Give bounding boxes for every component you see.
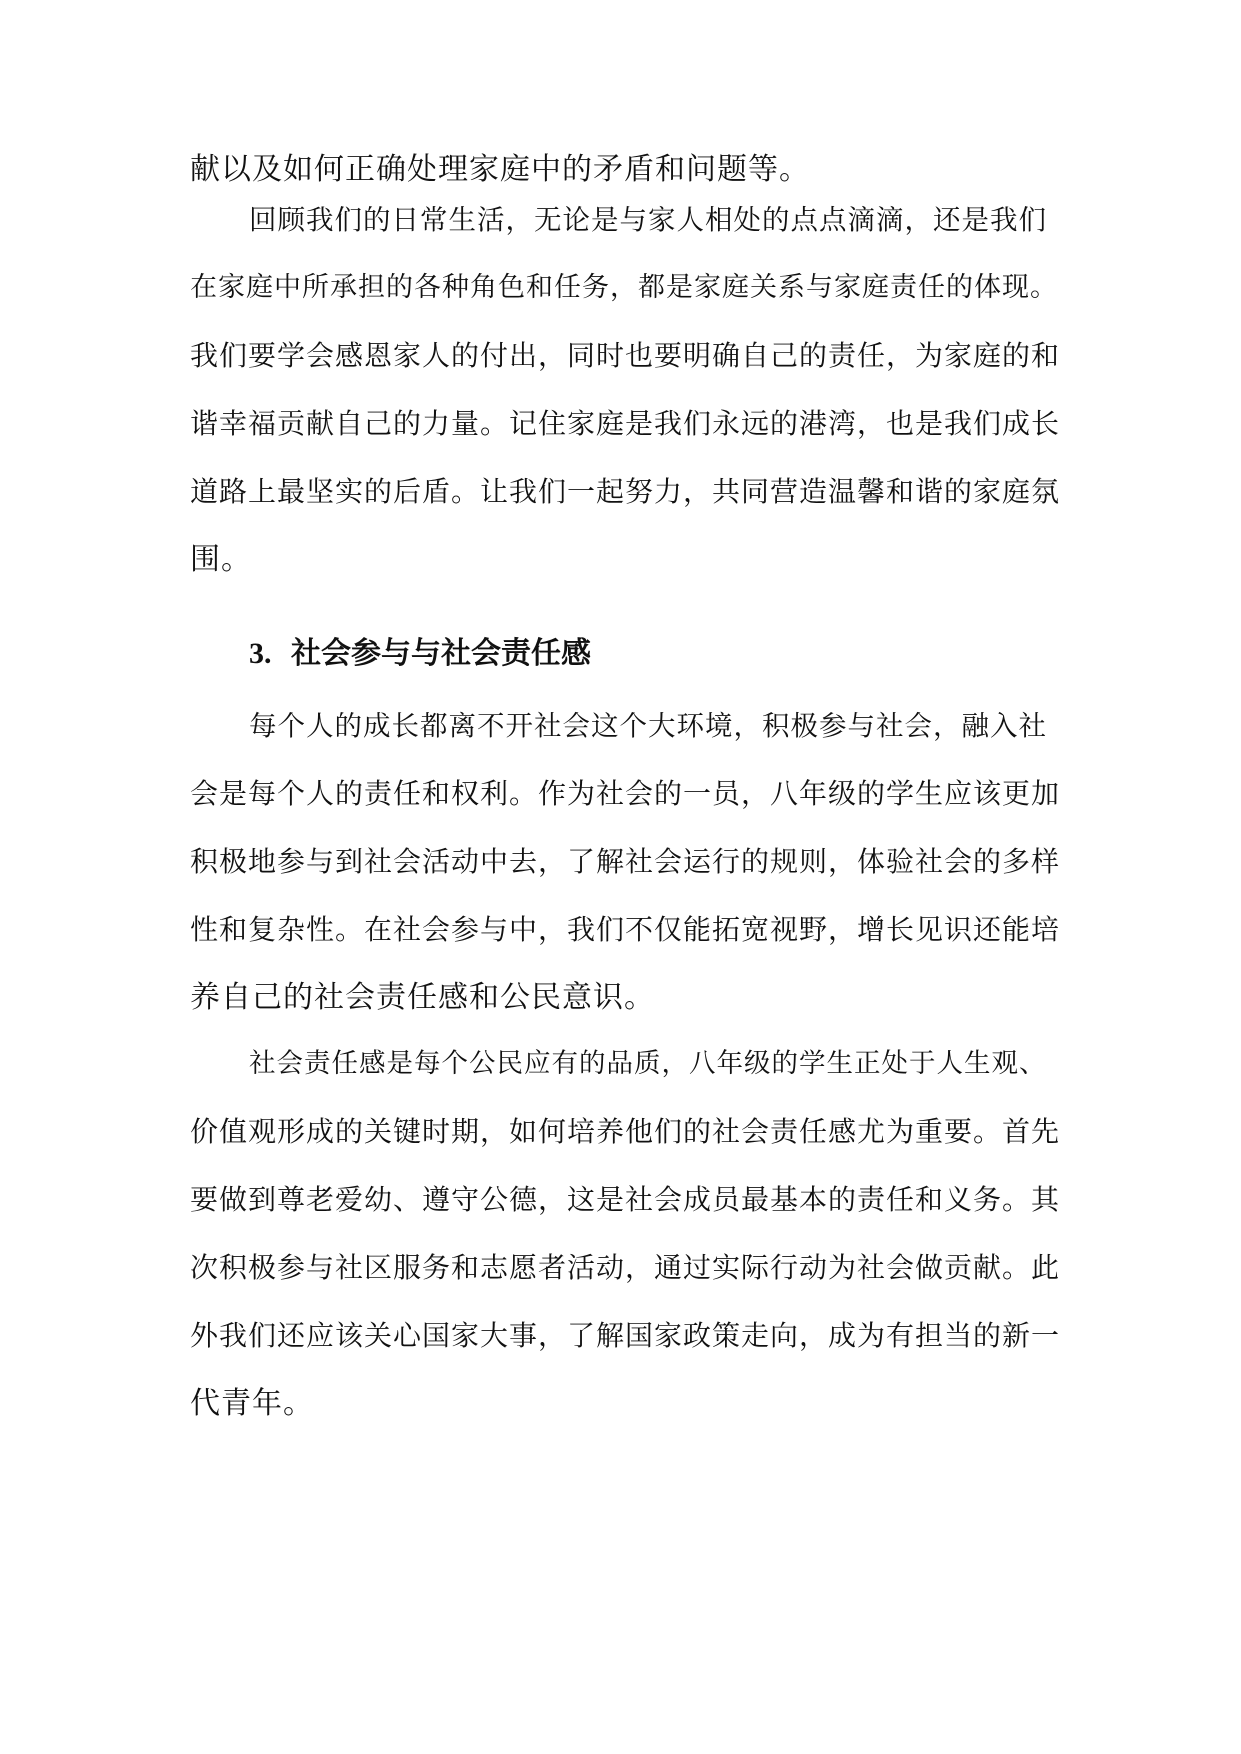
paragraph-line: 次积极参与社区服务和志愿者活动，通过实际行动为社会做贡献。此 xyxy=(190,1251,1061,1284)
section-number: 3. xyxy=(249,637,272,670)
paragraph-line: 外我们还应该关心国家大事，了解国家政策走向，成为有担当的新一 xyxy=(190,1319,1061,1352)
paragraph-line: 会是每个人的责任和权利。作为社会的一员，八年级的学生应该更加 xyxy=(190,777,1061,810)
paragraph-line: 代青年。 xyxy=(190,1386,314,1421)
paragraph-line: 性和复杂性。在社会参与中，我们不仅能拓宽视野，增长见识还能培 xyxy=(190,913,1061,946)
section-heading xyxy=(249,636,591,672)
paragraph-line: 我们要学会感恩家人的付出，同时也要明确自己的责任，为家庭的和 xyxy=(190,339,1061,372)
paragraph-line: 价值观形成的关键时期，如何培养他们的社会责任感尤为重要。首先 xyxy=(190,1115,1061,1148)
paragraph-line: 每个人的成长都离不开社会这个大环境，积极参与社会，融入社 xyxy=(249,710,1047,742)
paragraph-line: 道路上最坚实的后盾。让我们一起努力，共同营造温馨和谐的家庭氛 xyxy=(190,475,1061,508)
paragraph-line: 回顾我们的日常生活，无论是与家人相处的点点滴滴，还是我们 xyxy=(249,204,1047,236)
paragraph-line: 在家庭中所承担的各种角色和任务，都是家庭关系与家庭责任的体现。 xyxy=(190,272,1058,303)
paragraph-line: 养自己的社会责任感和公民意识。 xyxy=(190,980,655,1015)
section-title: 社会参与与社会责任感 xyxy=(291,636,591,671)
paragraph-line: 社会责任感是每个公民应有的品质，八年级的学生正处于人生观、 xyxy=(249,1048,1047,1079)
paragraph-line: 献以及如何正确处理家庭中的矛盾和问题等。 xyxy=(190,152,810,187)
paragraph-line: 围。 xyxy=(190,542,252,577)
paragraph-line: 积极地参与到社会活动中去，了解社会运行的规则，体验社会的多样 xyxy=(190,845,1061,878)
paragraph-line: 谐幸福贡献自己的力量。记住家庭是我们永远的港湾，也是我们成长 xyxy=(190,407,1061,440)
paragraph-line: 要做到尊老爱幼、遵守公德，这是社会成员最基本的责任和义务。其 xyxy=(190,1183,1061,1216)
